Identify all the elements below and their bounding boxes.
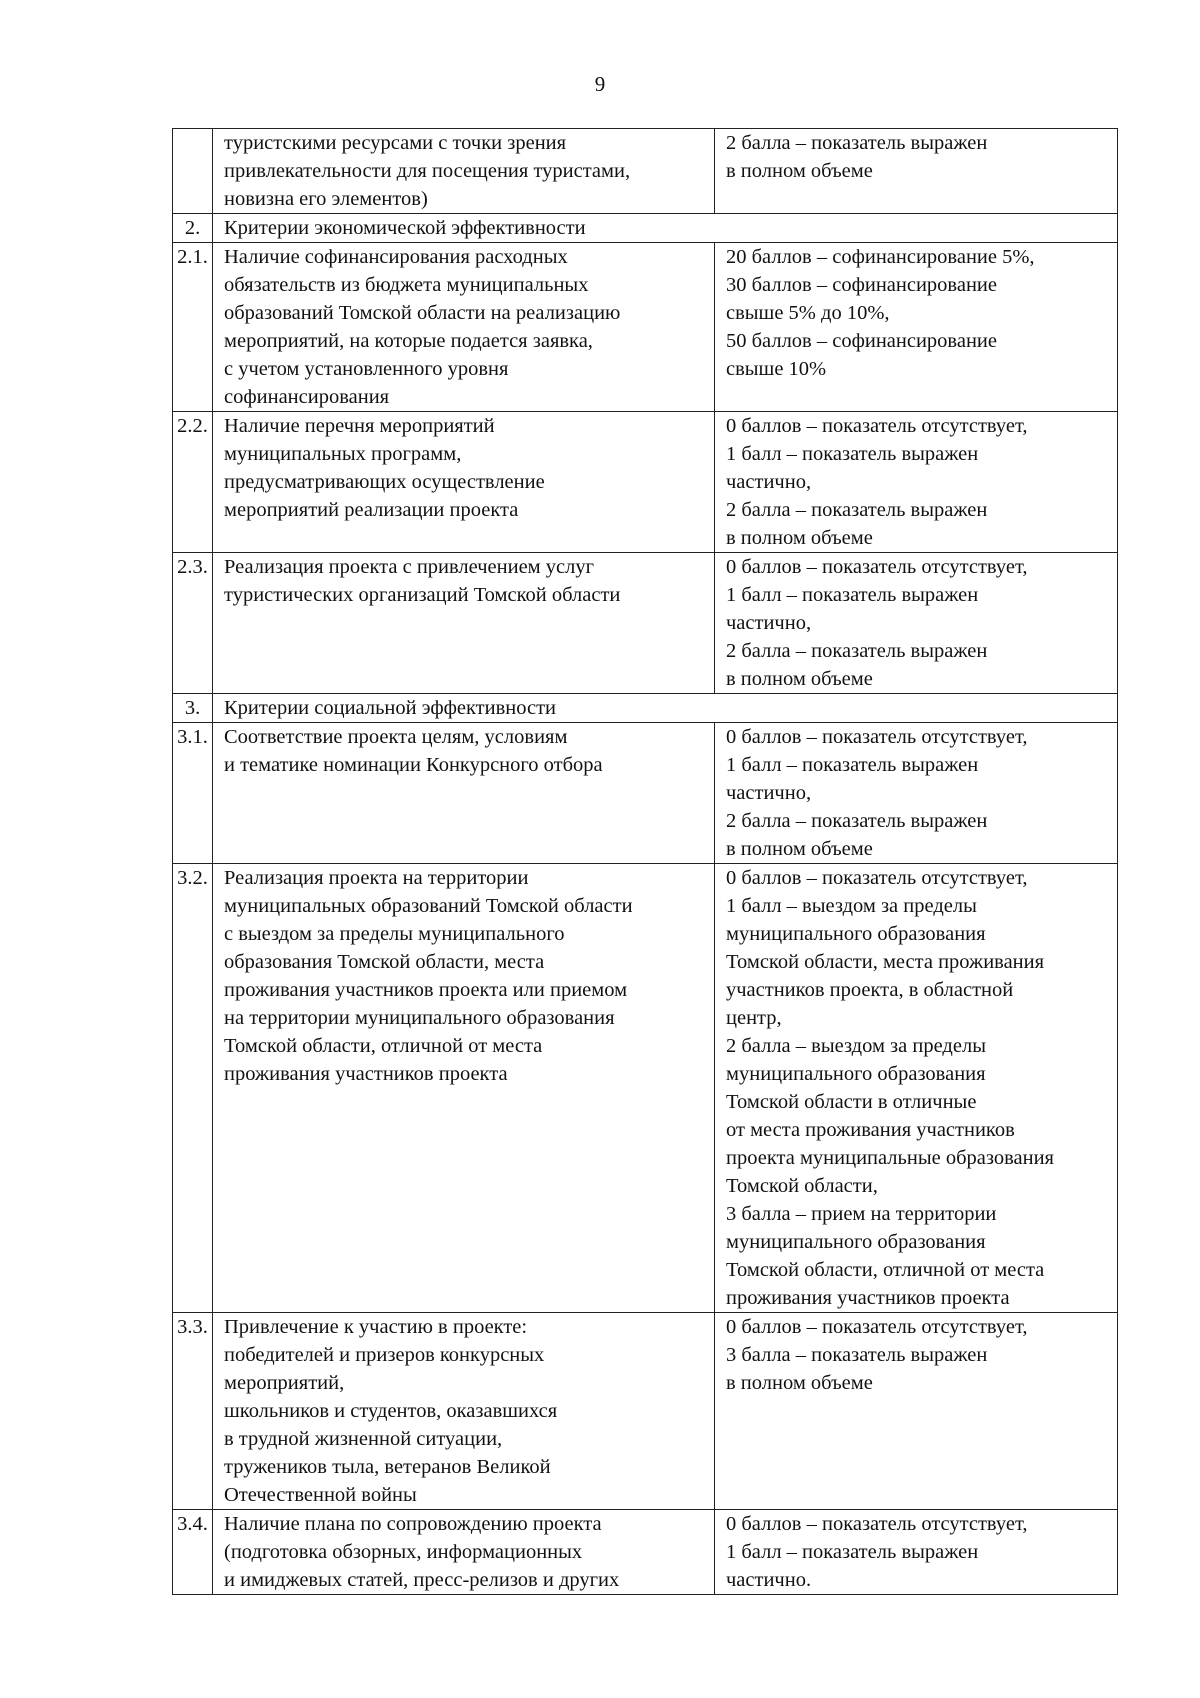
row-number: 3.1. (173, 723, 213, 864)
table-row (173, 864, 1118, 1313)
section-number: 2. (173, 214, 213, 243)
criterion-score: 0 баллов – показатель отсутствует, 1 балл – показатель выражен частично. (715, 1510, 1118, 1595)
section-number: 3. (173, 694, 213, 723)
table-row (173, 243, 1118, 412)
row-number: 3.4. (173, 1510, 213, 1595)
criterion-score: 0 баллов – показатель отсутствует, 1 балл – выездом за пределы муниципального образования Томской области, места проживания участников проекта, в областной центр, 2 балла – выездом за пределы муниципального образования Томской области в отличные от места проживания участников проекта муниципальные образования Томской области, 3 балла – прием на территории муниципального образования Томской области, отличной от места проживания участников проекта (715, 864, 1118, 1313)
table-row (173, 1313, 1118, 1510)
criterion-score: 0 баллов – показатель отсутствует, 3 балла – показатель выражен в полном объеме (715, 1313, 1118, 1510)
section-row (173, 214, 1118, 243)
page-number: 9 (594, 72, 606, 96)
row-number (173, 129, 213, 214)
table-row (173, 723, 1118, 864)
criteria-table (172, 128, 1118, 1595)
row-number: 3.3. (173, 1313, 213, 1510)
criterion-score: 0 баллов – показатель отсутствует, 1 балл – показатель выражен частично, 2 балла – показатель выражен в полном объеме (715, 412, 1118, 553)
table-row (173, 553, 1118, 694)
criterion-description: Наличие перечня мероприятий муниципальных программ, предусматривающих осуществление мероприятий реализации проекта (213, 412, 715, 553)
section-title: Критерии экономической эффективности (213, 214, 1118, 243)
criterion-description: Соответствие проекта целям, условиям и тематике номинации Конкурсного отбора (213, 723, 715, 864)
criterion-score: 0 баллов – показатель отсутствует, 1 балл – показатель выражен частично, 2 балла – показатель выражен в полном объеме (715, 553, 1118, 694)
criterion-description: Наличие софинансирования расходных обязательств из бюджета муниципальных образований Томской области на реализацию мероприятий, на которые подается заявка, с учетом установленного уровня софинансирования (213, 243, 715, 412)
criterion-description: Реализация проекта с привлечением услуг туристических организаций Томской области (213, 553, 715, 694)
row-number: 2.1. (173, 243, 213, 412)
table-row (173, 129, 1118, 214)
criterion-description: Привлечение к участию в проекте: победителей и призеров конкурсных мероприятий, школьников и студентов, оказавшихся в трудной жизненной ситуации, тружеников тыла, ветеранов Великой Отечественной войны (213, 1313, 715, 1510)
criterion-score: 0 баллов – показатель отсутствует, 1 балл – показатель выражен частично, 2 балла – показатель выражен в полном объеме (715, 723, 1118, 864)
criterion-description: туристскими ресурсами с точки зрения привлекательности для посещения туристами, новизна его элементов) (213, 129, 715, 214)
criterion-score: 2 балла – показатель выражен в полном объеме (715, 129, 1118, 214)
criterion-description: Реализация проекта на территории муниципальных образований Томской области с выездом за пределы муниципального образования Томской области, места проживания участников проекта или приемом на территории муниципального образования Томской области, отличной от места проживания участников проекта (213, 864, 715, 1313)
section-row (173, 694, 1118, 723)
table-row (173, 1510, 1118, 1595)
criterion-description: Наличие плана по сопровождению проекта (подготовка обзорных, информационных и имиджевых статей, пресс-релизов и других (213, 1510, 715, 1595)
row-number: 2.2. (173, 412, 213, 553)
table-row (173, 412, 1118, 553)
section-title: Критерии социальной эффективности (213, 694, 1118, 723)
criterion-score: 20 баллов – софинансирование 5%, 30 баллов – софинансирование свыше 5% до 10%, 50 баллов – софинансирование свыше 10% (715, 243, 1118, 412)
row-number: 2.3. (173, 553, 213, 694)
row-number: 3.2. (173, 864, 213, 1313)
